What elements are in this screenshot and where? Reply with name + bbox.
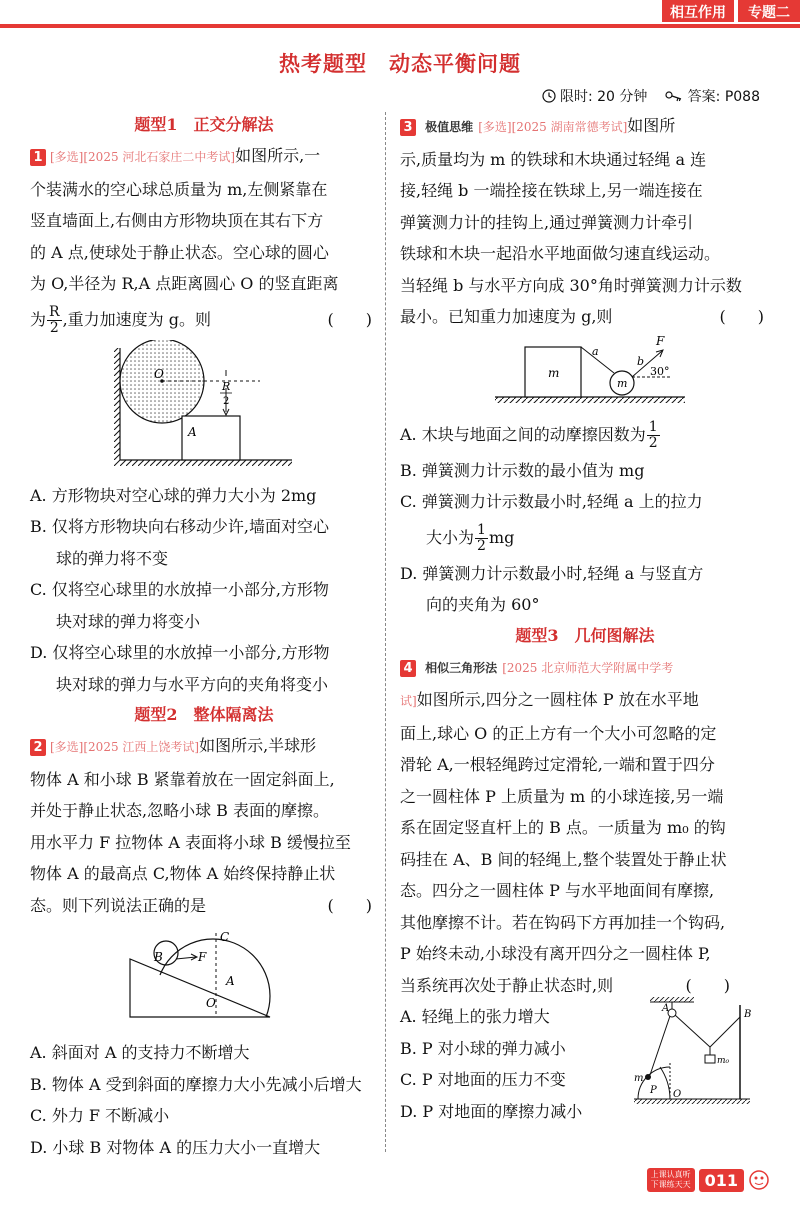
stem-line: 为 (30, 309, 47, 329)
label-a: a (592, 344, 599, 358)
label-2: 2 (223, 395, 230, 407)
option-B[interactable]: B. P 对小球的弹力减小 (400, 1038, 566, 1058)
fraction (475, 523, 488, 554)
option-C[interactable]: C. 外力 F 不断减小 (30, 1106, 170, 1125)
stem-line: 系在固定竖直杆上的 B 点。一质量为 m₀ 的钩 (400, 818, 726, 837)
label-A: A (662, 1003, 670, 1014)
figure-ball-wall (30, 340, 378, 480)
stem-line: 态。四分之一圆柱体 P 与水平地面间有摩擦, (400, 881, 715, 900)
option-D[interactable]: D. 仅将空心球里的水放掉一小部分,方形物 (30, 643, 330, 662)
figure-pulley-cylinder (620, 991, 760, 1111)
question-number: 3 (400, 119, 416, 136)
label-angle: 30° (650, 364, 670, 378)
answer-parentheses: ( ) (719, 307, 764, 326)
stem-line: 铁球和木块一起沿水平地面做匀速直线运动。 (400, 244, 721, 263)
option-A[interactable]: A. 木块与地面之间的动摩擦因数为 (400, 424, 646, 444)
answer-parentheses: ( ) (685, 975, 730, 995)
stem-line: 如图所示,一 (235, 146, 321, 165)
topic-tab: 专题二 (738, 0, 800, 22)
column-divider (385, 112, 386, 1152)
fraction-denominator: 2 (49, 319, 59, 336)
option-B[interactable]: B. 物体 A 受到斜面的摩擦力大小先减小后增大 (30, 1074, 362, 1094)
figure-block-ball (400, 333, 770, 415)
meta-line (542, 86, 761, 106)
question-number: 1 (30, 149, 46, 166)
stem-line: 用水平力 F 拉物体 A 表面将小球 B 缓慢拉至 (30, 832, 351, 852)
stem-line: 如图所示,四分之一圆柱体 P 放在水平地 (416, 690, 699, 709)
option-C[interactable]: C. 弹簧测力计示数最小时,轻绳 a 上的拉力 (400, 492, 703, 511)
stem-line: ,重力加速度为 g。则 (62, 309, 211, 329)
header-tabs (662, 0, 800, 22)
option-C-cont: 大小为 (426, 527, 475, 547)
stem-line: 当轻绳 b 与水平方向成 30°角时弹簧测力计示数 (400, 275, 742, 295)
slogan-line-1: 上课认真听 (650, 1170, 691, 1179)
label-block-m: m (548, 365, 560, 380)
label-P: P (650, 1085, 657, 1096)
option-C[interactable]: C. P 对地面的压力不变 (400, 1070, 566, 1089)
stem-line: 如图所 (627, 116, 676, 135)
label-O: O (206, 996, 216, 1010)
label-B: B (744, 1009, 752, 1020)
fraction-numerator: 1 (648, 418, 658, 435)
time-limit: 限时: 20 分钟 (559, 89, 648, 105)
answer-ref: 答案: P088 (687, 89, 760, 105)
label-F: F (198, 950, 207, 964)
label-O: O (673, 1089, 682, 1100)
chapter-tab: 相互作用 (662, 0, 734, 22)
question-number: 2 (30, 739, 46, 756)
option-B-cont: 球的弹力将不变 (56, 548, 169, 568)
stem-line: 滑轮 A,一根轻绳跨过定滑轮,一端和置于四分 (400, 755, 715, 774)
label-F: F (656, 333, 665, 348)
question-tag: [多选][2025 湖南常德考试] (478, 120, 628, 134)
label-A: A (188, 424, 197, 439)
option-A[interactable]: A. 方形物块对空心球的弹力大小为 2mg (30, 485, 317, 505)
question-tag: [2025 北京师范大学附属中学考 (502, 660, 674, 675)
fraction (647, 420, 660, 451)
header-rule (0, 24, 800, 28)
section-heading-1: 题型1 正交分解法 (134, 115, 274, 134)
page-title: 热考题型 动态平衡问题 (279, 51, 521, 76)
stem-line: 物体 A 和小球 B 紧靠着放在一固定斜面上, (30, 769, 335, 789)
stem-line: 竖直墙面上,右侧由方形物块顶在其右下方 (30, 211, 324, 230)
stem-line: 最小。已知重力加速度为 g,则 (400, 307, 613, 326)
label-O: O (154, 366, 164, 381)
option-D-cont: 向的夹角为 60° (426, 595, 540, 614)
answer-parentheses: ( ) (327, 309, 372, 329)
label-b: b (637, 354, 645, 368)
stem-line: 弹簧测力计的挂钩上,通过弹簧测力计牵引 (400, 212, 694, 232)
fraction-numerator: 1 (477, 521, 486, 538)
question-tag-cont: 试] (400, 694, 417, 708)
label-m0: m₀ (717, 1056, 730, 1066)
fraction-denominator: 2 (477, 537, 486, 554)
clock-icon (542, 89, 556, 103)
slogan-line-2: 下课练天天 (650, 1180, 691, 1189)
stem-line: 其他摩擦不计。若在钩码下方再加挂一个钩码, (400, 912, 726, 932)
mascot-icon (748, 1169, 770, 1191)
option-D[interactable]: D. 弹簧测力计示数最小时,轻绳 a 与竖直方 (400, 563, 704, 583)
question-3 (400, 110, 770, 621)
option-D-cont: 块对球的弹力与水平方向的夹角将变小 (56, 674, 329, 694)
stem-line: 个装满水的空心球总质量为 m,左侧紧靠在 (30, 179, 328, 199)
answer-parentheses: ( ) (327, 895, 372, 915)
question-number: 4 (400, 660, 416, 677)
option-B[interactable]: B. 仅将方形物块向右移动少许,墙面对空心 (30, 517, 330, 536)
option-C[interactable]: C. 仅将空心球里的水放掉一小部分,方形物 (30, 580, 329, 599)
fraction-denominator: 2 (648, 434, 658, 451)
option-D[interactable]: D. 小球 B 对物体 A 的压力大小一直增大 (30, 1137, 321, 1157)
figure-hemisphere-incline (30, 929, 378, 1029)
option-C-cont: 块对球的弹力将变小 (56, 611, 201, 631)
option-A[interactable]: A. 斜面对 A 的支持力不断增大 (30, 1043, 250, 1062)
question-tag: [多选][2025 河北石家庄二中考试] (50, 150, 236, 164)
option-C-cont: mg (488, 527, 515, 547)
fraction-numerator: R (49, 303, 60, 320)
stem-line: 并处于静止状态,忽略小球 B 表面的摩擦。 (30, 801, 330, 820)
stem-line: 物体 A 的最高点 C,物体 A 始终保持静止状 (30, 864, 336, 883)
stem-line: 当系统再次处于静止状态时,则 (400, 975, 614, 995)
stem-line: 码挂在 A、B 间的轻绳上,整个装置处于静止状 (400, 849, 727, 869)
left-column (30, 110, 378, 1163)
stem-line: 的 A 点,使球处于静止状态。空心球的圆心 (30, 242, 329, 262)
stem-line: 接,轻绳 b 一端拴接在铁球上,另一端连接在 (400, 181, 703, 200)
page-number: 011 (699, 1169, 744, 1192)
page-footer (647, 1168, 770, 1192)
stem-line: P 始终未动,小球没有离开四分之一圆柱体 P, (400, 944, 711, 963)
stem-line: 之一圆柱体 P 上质量为 m 的小球连接,另一端 (400, 786, 724, 806)
option-B[interactable]: B. 弹簧测力计示数的最小值为 mg (400, 460, 645, 480)
stem-line: 如图所示,半球形 (199, 736, 317, 755)
fraction (47, 305, 62, 336)
label-R: R (222, 379, 231, 393)
section-heading-2: 题型2 整体隔离法 (134, 705, 274, 724)
question-4 (400, 651, 770, 1128)
option-A[interactable]: A. 轻绳上的张力增大 (400, 1007, 550, 1026)
label-C: C (220, 930, 230, 944)
stem-line: 态。则下列说法正确的是 (30, 895, 207, 915)
stem-line: 为 O,半径为 R,A 点距离圆心 O 的竖直距离 (30, 274, 339, 293)
question-method-tag: 相似三角形法 (425, 660, 498, 675)
label-B: B (154, 950, 163, 964)
question-1 (30, 140, 378, 700)
stem-line: 面上,球心 O 的正上方有一个大小可忽略的定 (400, 723, 717, 743)
label-m: m (634, 1073, 644, 1084)
slogan-badge (647, 1168, 695, 1192)
question-method-tag: 极值思维 (425, 120, 474, 134)
label-ball-m: m (617, 376, 628, 390)
option-D[interactable]: D. P 对地面的摩擦力减小 (400, 1101, 583, 1121)
label-A: A (226, 974, 235, 988)
key-icon (665, 90, 683, 102)
question-tag: [多选][2025 江西上饶考试] (50, 740, 200, 754)
section-heading-3: 题型3 几何图解法 (515, 625, 655, 645)
right-column (400, 110, 770, 1127)
stem-line: 示,质量均为 m 的铁球和木块通过轻绳 a 连 (400, 149, 707, 169)
question-2 (30, 730, 378, 1163)
